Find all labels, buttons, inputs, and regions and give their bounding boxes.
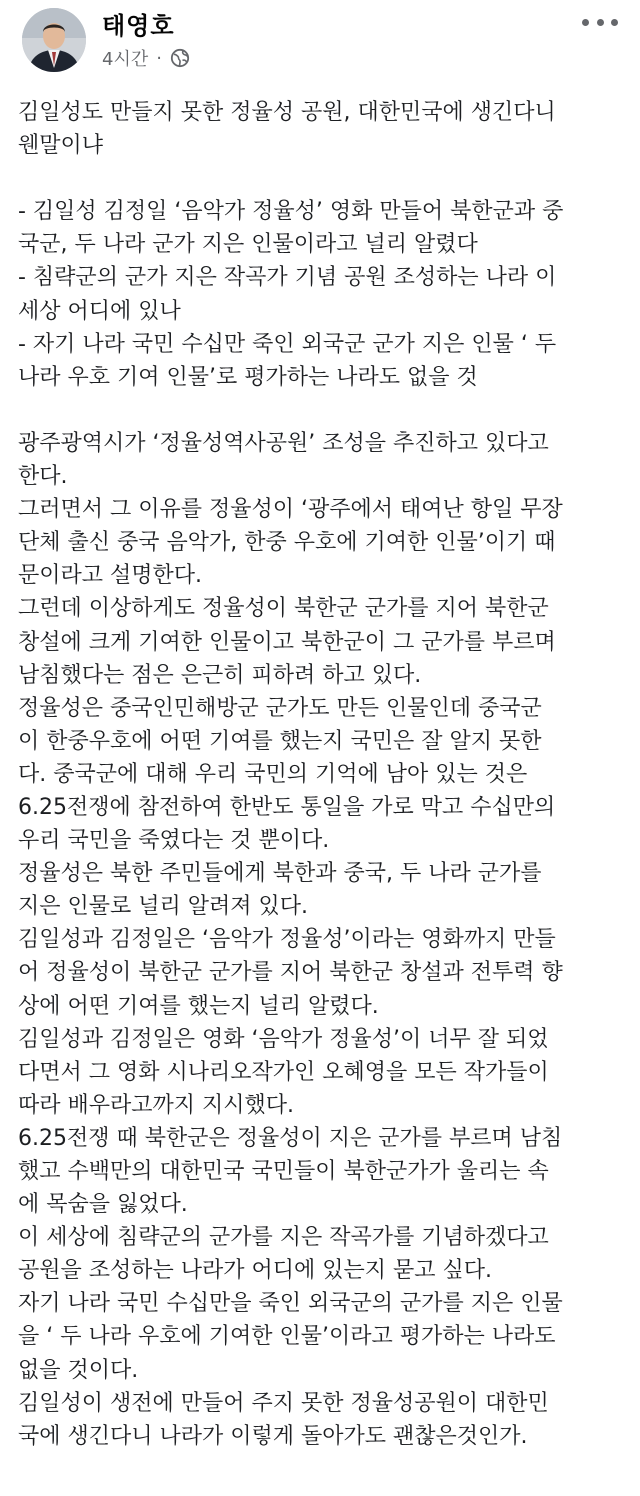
avatar[interactable] [22,8,86,72]
post-text-line: 정율성은 중국인민해방군 군가도 만든 인물인데 중국군 [18,695,542,721]
post-text-line: 을 ‘ 두 나라 우호에 기여한 인물’이라고 평가하는 나라도 [18,1324,556,1350]
post-text-line: 세상 어디에 있나 [18,298,181,324]
more-horizontal-icon [611,19,618,26]
post-text-line: 남침했다는 점은 은근히 피하려 하고 있다. [18,662,422,688]
post-text-line: 지은 인물로 널리 알려져 있다. [18,894,308,920]
more-horizontal-icon [582,19,589,26]
post-text-line: 그런데 이상하게도 정율성이 북한군 군가를 지어 북한군 [18,596,549,622]
post-text-line: - 침략군의 군가 지은 작곡가 기념 공원 조성하는 나라 이 [18,265,557,291]
post-text-line: 김일성과 김정일은 영화 ‘음악가 정율성’이 너무 잘 되었 [18,1026,549,1052]
post-text-line: 6.25전쟁 때 북한군은 정율성이 지은 군가를 부르며 남침 [18,1125,563,1151]
post-text-line: 김일성도 만들지 못한 정율성 공원, 대한민국에 생긴다니 [18,100,556,125]
profile-photo-icon [22,8,86,72]
post-text-line: 다. 중국군에 대해 우리 국민의 기억에 남아 있는 것은 [18,761,528,787]
post-text-line: 우리 국민을 죽였다는 것 뿐이다. [18,828,330,854]
post-timestamp[interactable]: 4시간 [102,49,149,70]
post-text-line: 그러면서 그 이유를 정율성이 ‘광주에서 태여난 항일 무장 [18,497,563,523]
post-text-line: 이 세상에 침략군의 군가를 지은 작곡가를 기념하겠다고 [18,1225,549,1251]
post-text-line: 단체 출신 중국 음악가, 한중 우호에 기여한 인물’이기 때 [18,530,556,556]
post-text-line: - 자기 나라 국민 수십만 죽인 외국군 군가 지은 인물 ‘ 두 [18,331,557,357]
post-text-line: 국에 생긴다니 나라가 이렇게 돌아가도 괜찮은것인가. [18,1423,528,1449]
author-name[interactable]: 태영호 [102,12,175,40]
more-horizontal-icon [597,19,604,26]
post-text-line: 문이라고 설명한다. [18,563,203,589]
meta-separator: · [156,47,162,69]
post-text-line: 김일성이 생전에 만들어 주지 못한 정율성공원이 대한민 [18,1390,549,1416]
post-text-line: 정율성은 북한 주민들에게 북한과 중국, 두 나라 군가를 [18,861,542,887]
paragraph-spacer [18,394,626,427]
post-text-line: - 김일성 김정일 ‘음악가 정율성’ 영화 만들어 북한군과 중 [18,199,564,225]
more-options-button[interactable] [582,10,618,34]
post-text-line: 다면서 그 영화 시나리오작가인 오혜영을 모든 작가들이 [18,1059,549,1085]
post-text-line: 따라 배우라고까지 지시했다. [18,1092,295,1118]
post-text-line: 나라 우호 기여 인물’로 평가하는 나라도 없을 것 [18,364,478,390]
post-text-line: 웬말이냐 [18,133,104,159]
post-text-line: 광주광역시가 ‘정율성역사공원’ 조성을 추진하고 있다고 [18,430,549,456]
post-text-line: 상에 어떤 기여를 했는지 널리 알렸다. [18,993,379,1019]
post-text-line: 국군, 두 나라 군가 지은 인물이라고 널리 알렸다 [18,232,478,258]
post-text-line: 김일성과 김정일은 ‘음악가 정율성’이라는 영화까지 만들 [18,927,556,953]
post-text-line: 6.25전쟁에 참전하여 한반도 통일을 가로 막고 수십만의 [18,794,556,820]
globe-icon[interactable] [170,48,190,68]
post-meta [102,46,190,70]
post-text [18,96,626,1453]
post-text-line: 어 정율성이 북한군 군가를 지어 북한군 창설과 전투력 향 [18,960,563,986]
post-text-line: 없을 것이다. [18,1357,139,1383]
post-text-line: 자기 나라 국민 수십만을 죽인 외국군의 군가를 지은 인물 [18,1291,563,1317]
post-text-line: 했고 수백만의 대한민국 국민들이 북한군가가 울리는 속 [18,1159,549,1184]
post-text-line: 에 목숨을 잃었다. [18,1192,188,1218]
paragraph-spacer [18,162,626,195]
post-text-line: 공원을 조성하는 나라가 어디에 있는지 묻고 싶다. [18,1258,492,1284]
post-text-line: 한다. [18,464,68,490]
post-text-line: 이 한중우호에 어떤 기여를 했는지 국민은 잘 알지 못한 [18,728,542,754]
post-header [0,0,640,80]
post-text-line: 창설에 크게 기여한 인물이고 북한군이 그 군가를 부르며 [18,629,556,655]
